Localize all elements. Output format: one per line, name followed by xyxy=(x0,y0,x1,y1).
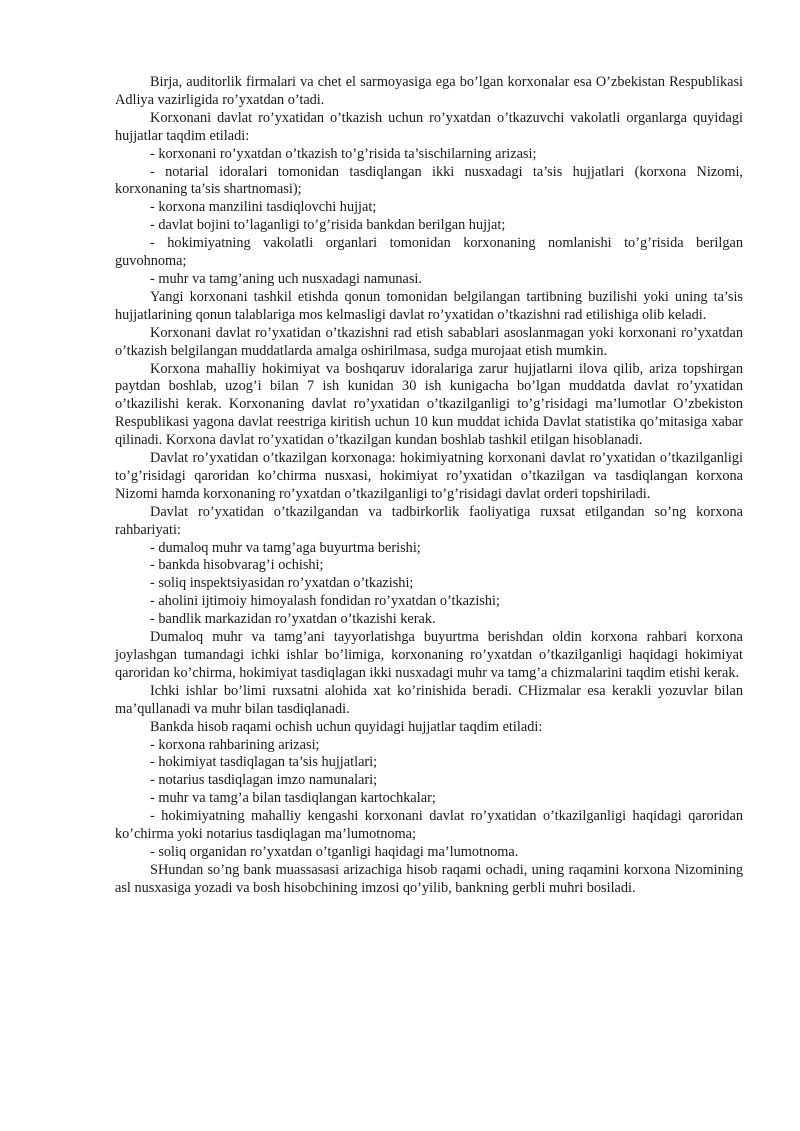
paragraph: Birja, auditorlik firmalari va chet el sarmoyasiga ega bo’lgan korxonalar esa O’zbekistan Respublikasi Adliya vazirligida ro’yxatdan o’tadi. xyxy=(115,74,743,108)
list-item: - soliq organidan ro’yxatdan o’tganligi haqidagi ma’lumotnoma. xyxy=(150,843,519,860)
paragraph: Korxona mahalliy hokimiyat va boshqaruv idoralariga zarur hujjatlarni ilova qilib, ariza topshirgan paytdan boshlab, uzog’i bilan 7 ish kunidan 30 ish kunigacha bo’lgan muddatda davlat ro’yxatidan o’tkazilishi kerak. Korxonaning davlat ro’yxatidan o’tkazilganligi to’g’risidagi ma’lumotlar O’zbekiston Respublikasi yagona davlat reestriga kiritish uchun 10 kun muddat ichida Davlat statistika qo’mitasiga xabar qilinadi. Korxona davlat ro’yxatidan o’tkazilgan kundan boshlab tashkil etilgan hisoblanadi. xyxy=(115,360,743,449)
list-item: - muhr va tamg’a bilan tasdiqlangan kartochkalar; xyxy=(150,790,436,807)
list-item: - korxonani ro’yxatdan o’tkazish to’g’risida ta’sischilarning arizasi; xyxy=(150,145,537,162)
paragraph: Korxonani davlat ro’yxatidan o’tkazish uchun ro’yxatdan o’tkazuvchi vakolatli organlarga quyidagi hujjatlar taqdim etiladi: xyxy=(115,109,743,144)
list-item: - hokimiyat tasdiqlagan ta’sis hujjatlari; xyxy=(150,754,378,771)
list-item: - korxona rahbarining arizasi; xyxy=(150,736,320,753)
paragraph: Davlat ro’yxatidan o’tkazilgandan va tadbirkorlik faoliyatiga ruxsat etilgandan so’ng korxona rahbariyati: xyxy=(115,503,743,538)
list-item: - notarial idoralari tomonidan tasdiqlangan ikki nusxadagi ta’sis hujjatlari (korxona Nizomi, korxonaning ta’sis shartnomasi); xyxy=(115,163,743,198)
list-item: - muhr va tamg’aning uch nusxadagi namunasi. xyxy=(150,270,422,287)
paragraph: Yangi korxonani tashkil etishda qonun tomonidan belgilangan tartibning buzilishi yoki uning ta’sis hujjatlarining qonun talablariga mos kelmasligi davlat ro’yxatidan o’tkazishni rad etilishiga olib keladi. xyxy=(115,288,743,323)
list-item: - korxona manzilini tasdiqlovchi hujjat; xyxy=(150,199,377,216)
document-page xyxy=(115,74,743,898)
list-item: - hokimiyatning mahalliy kengashi korxonani davlat ro’yxatidan o’tkazilganligi haqidagi qaroridan ko’chirma yoki notarius tasdiqlagan ma’lumotnoma; xyxy=(115,808,743,843)
list-item: - bankda hisobvarag’i ochishi; xyxy=(150,557,324,574)
paragraph: SHundan so’ng bank muassasasi arizachiga hisob raqami ochadi, uning raqamini korxona Nizomining asl nusxasiga yozadi va bosh hisobchining imzosi qo’yilib, bankning gerbli muhri bosiladi. xyxy=(115,861,743,896)
list-item: - bandlik markazidan ro’yxatdan o’tkazishi kerak. xyxy=(150,611,436,628)
paragraph: Ichki ishlar bo’limi ruxsatni alohida xat ko’rinishida beradi. CHizmalar esa kerakli yozuvlar bilan ma’qullanadi va muhr bilan tasdiqlanadi. xyxy=(115,682,743,717)
list-item: - aholini ijtimoiy himoyalash fondidan ro’yxatdan o’tkazishi; xyxy=(150,593,500,610)
list-item: - davlat bojini to’laganligi to’g’risida bankdan berilgan hujjat; xyxy=(150,217,506,234)
list-item: - soliq inspektsiyasidan ro’yxatdan o’tkazishi; xyxy=(150,575,414,592)
paragraph: Davlat ro’yxatidan o’tkazilgan korxonaga: hokimiyatning korxonani davlat ro’yxatidan o’tkazilganligi to’g’risidagi qaroridan ko’chirma nusxasi, hokimiyat ro’yxatidan o’tkazilgan va tasdiqlangan korxona Nizomi hamda korxonaning ro’yxatdan o’tkazilganligi to’g’risidagi davlat orderi topshiriladi. xyxy=(115,450,743,502)
list-item: - hokimiyatning vakolatli organlari tomonidan korxonaning nomlanishi to’g’risida berilgan guvohnoma; xyxy=(115,235,743,270)
paragraph: Dumaloq muhr va tamg’ani tayyorlatishga buyurtma berishdan oldin korxona rahbari korxona joylashgan tumandagi ichki ishlar bo’limiga, korxonaning ro’yxatdan o’tkazilganligi haqidagi hokimiyat qaroridan ko’chirma, hokimiyat tasdiqlagan ikki nusxadagi muhr va tamg’a chizmalarini taqdim etishi kerak. xyxy=(115,629,743,681)
list-item: - notarius tasdiqlagan imzo namunalari; xyxy=(150,772,378,789)
paragraph: Korxonani davlat ro’yxatidan o’tkazishni rad etish sabablari asoslanmagan yoki korxonani ro’yxatdan o’tkazish belgilangan muddatlarda amalga oshirilmasa, sudga murojaat etish mumkin. xyxy=(115,324,743,359)
paragraph: Bankda hisob raqami ochish uchun quyidagi hujjatlar taqdim etiladi: xyxy=(150,718,543,735)
list-item: - dumaloq muhr va tamg’aga buyurtma berishi; xyxy=(150,539,421,556)
